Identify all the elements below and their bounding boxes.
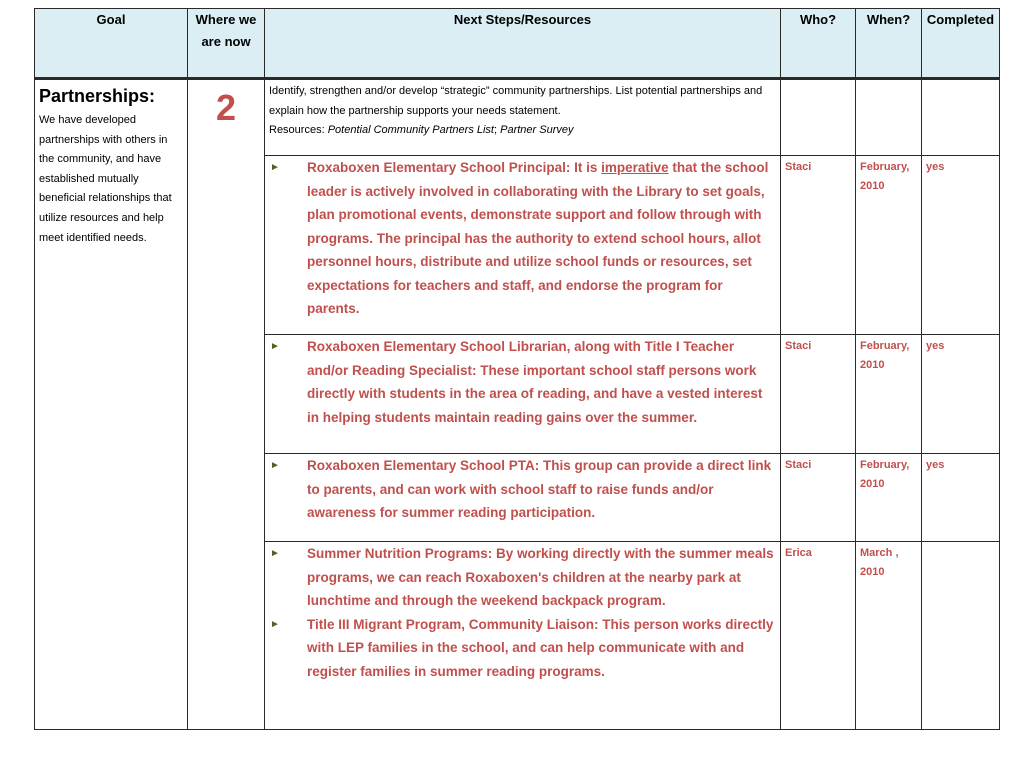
col-header-goal: Goal (35, 9, 188, 79)
who-cell: Staci (781, 335, 856, 454)
col-header-when: When? (856, 9, 922, 79)
intro-text: Identify, strengthen and/or develop “strategic” community partnerships. List potential partnerships and explain how the partnership supports your needs statement. (269, 85, 763, 117)
resource-partner-survey: Partner Survey (500, 124, 574, 137)
triangle-bullet-icon: ► (270, 548, 280, 559)
col-header-next-steps: Next Steps/Resources (265, 9, 781, 79)
step-item (270, 613, 774, 684)
step-text: Roxaboxen Elementary School Principal: It is imperative that the school leader is actively involved in collaborating with the Library to set goals, plan promotional events, demonstrate support and follow through with programs. The principal has the authority to extend school hours, allot personnel hours, distribute and utilize school funds or resources, set expectations for teachers and staff, and endorse the program for parents. (307, 160, 769, 316)
triangle-bullet-icon: ► (270, 341, 280, 352)
completed-cell (922, 542, 1000, 730)
who-cell: Staci (781, 156, 856, 335)
triangle-bullet-icon: ► (270, 460, 280, 471)
resource-separator: ; (494, 124, 501, 137)
when-cell: February, 2010 (856, 156, 922, 335)
step-cell (265, 454, 781, 542)
col-header-completed: Completed (922, 9, 1000, 79)
completed-cell: yes (922, 156, 1000, 335)
step-item (270, 156, 774, 321)
header-row (35, 9, 1000, 79)
step-text: Summer Nutrition Programs: By working directly with the summer meals programs, we can reach Roxaboxen's children at the nearby park at lunchtime and through the weekend backpack program. (307, 546, 774, 608)
completed-cell: yes (922, 454, 1000, 542)
intro-when (856, 79, 922, 156)
resources-label: Resources: (269, 124, 328, 137)
goal-description: We have developed partnerships with others in the community, and have established mutually beneficial relationships that utilize resources and help meet identified needs. (39, 114, 172, 244)
when-cell: February, 2010 (856, 454, 922, 542)
step-cell (265, 542, 781, 730)
intro-row (35, 79, 1000, 156)
goal-cell (35, 79, 188, 730)
who-cell: Erica (781, 542, 856, 730)
action-plan-table (34, 8, 1000, 730)
triangle-bullet-icon: ► (270, 618, 280, 630)
step-item (270, 454, 774, 525)
step-cell (265, 335, 781, 454)
intro-completed (922, 79, 1000, 156)
col-header-where: Where we are now (188, 9, 265, 79)
where-cell (188, 79, 265, 730)
when-cell: March , 2010 (856, 542, 922, 730)
who-cell: Staci (781, 454, 856, 542)
intro-cell (265, 79, 781, 156)
resource-community-partners: Potential Community Partners List (327, 124, 494, 137)
step-cell (265, 156, 781, 335)
completed-cell: yes (922, 335, 1000, 454)
goal-title: Partnerships: (39, 86, 156, 106)
step-item (270, 335, 774, 429)
step-text: Title III Migrant Program, Community Liaison: This person works directly with LEP families in the school, and can help communicate with and register families in summer reading programs. (307, 616, 774, 679)
step-text: Roxaboxen Elementary School PTA: This group can provide a direct link to parents, and can work with school staff to raise funds and/or awareness for summer reading participation. (307, 458, 772, 520)
step-text: Roxaboxen Elementary School Librarian, along with Title I Teacher and/or Reading Specialist: These important school staff persons work directly with students in the area of reading, and have a vested interest in helping students maintain reading gains over the summer. (307, 339, 763, 425)
emphasis-text: imperative (601, 160, 669, 175)
current-rating: 2 (215, 87, 237, 128)
intro-who (781, 79, 856, 156)
step-item (270, 542, 774, 613)
triangle-bullet-icon: ► (270, 162, 280, 173)
when-cell: February, 2010 (856, 335, 922, 454)
col-header-who: Who? (781, 9, 856, 79)
